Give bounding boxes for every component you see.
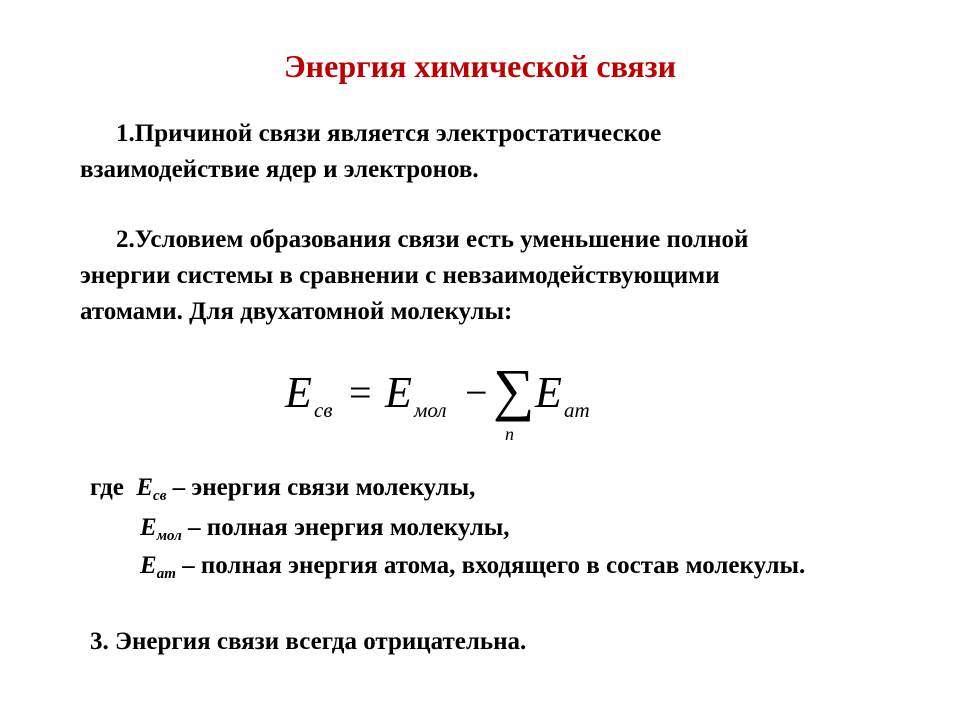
- definition-2-subscript: мол: [156, 528, 182, 544]
- point-1: [80, 116, 900, 188]
- definition-3-text: – полная энергия атома, входящего в состав молекулы.: [175, 552, 806, 579]
- point-2-line-1: 2.Условием образования связи есть уменьшение полной: [116, 226, 749, 253]
- slide-title: Энергия химической связи: [283, 48, 677, 84]
- formula-term2-symbol: E: [535, 368, 562, 417]
- definition-3-subscript: ат: [156, 566, 176, 582]
- formula-term2-subscript: ат: [564, 398, 590, 422]
- point-3: 3. Энергия связи всегда отрицательна.: [90, 628, 527, 655]
- definition-3-symbol: E: [140, 552, 157, 579]
- definitions-prefix: где: [90, 474, 124, 501]
- definition-3: [140, 548, 805, 587]
- formula-equals-sign: =: [349, 370, 372, 415]
- point-1-line-2: взаимодействие ядер и электронов.: [80, 156, 479, 183]
- point-1-line-1: 1.Причиной связи является электростатическое: [116, 120, 662, 147]
- formula-sum-symbol: ∑: [493, 357, 535, 422]
- formula-minus-sign: −: [465, 370, 488, 415]
- formula-term1-symbol: E: [385, 368, 412, 417]
- definition-1: [90, 470, 475, 509]
- formula-lhs-symbol: E: [285, 368, 312, 417]
- definition-2: [140, 510, 510, 549]
- definition-2-text: – полная энергия молекулы,: [181, 514, 510, 541]
- formula-lhs-subscript: св: [314, 398, 333, 422]
- definition-1-subscript: св: [153, 488, 167, 504]
- point-2-line-2: энергии системы в сравнении с невзаимодействующими: [80, 262, 720, 289]
- definition-1-symbol: E: [136, 474, 154, 501]
- bond-energy-formula: [285, 357, 615, 448]
- point-2: [80, 222, 900, 330]
- formula-sum-index: n: [505, 424, 514, 444]
- definition-1-text: – энергия связи молекулы,: [166, 474, 476, 501]
- point-2-line-3: атомами. Для двухатомной молекулы:: [80, 298, 513, 325]
- definition-2-symbol: E: [140, 514, 157, 541]
- formula-term1-subscript: мол: [414, 398, 447, 422]
